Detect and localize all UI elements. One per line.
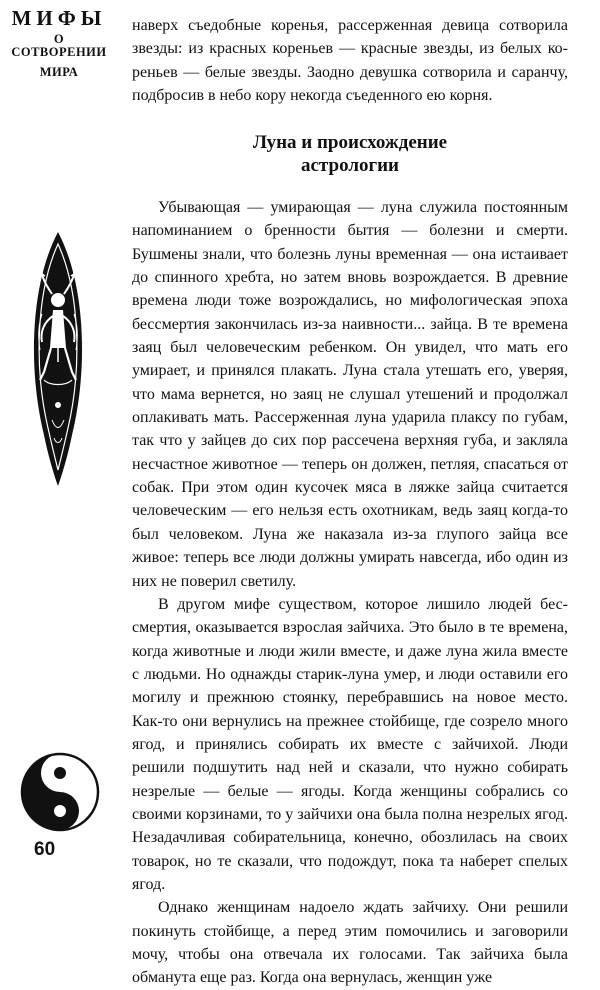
heading-line-2: астрологии [301,155,399,176]
section-title-line-2: О СОТВОРЕНИИ [11,32,107,59]
section-title-line-1: МИФЫ [11,6,107,30]
main-text-block [132,196,568,990]
heading-line-1: Луна и происхождение [252,132,448,153]
body-paragraph: В другом мифе существом, которое лишило людей бессмертия, оказывается взрослая зайчиха. Это было в те времена, когда животные и люди жили вместе, и даже луна жила вместе с людьми. Но однажды старик-луна умер, и люди оставили его могилу и прежнюю стоянку, перебравшись на новое место. Как-то они вернулись на прежнее стойбище, где созрело много ягод, и принялись собирать их вместе с зайчихой. Люди решили подшутить над ней и сказали, что нужно собирать незрелые — белые — ягоды. Когда женщины собрались со своими корзинами, то у зайчихи она была полна незрелых ягод. Незадачливая собирательница, конечно, обозлилась на своих товарок, но те сказали, что подождут, пока та наберет спелых ягод. [132,595,568,893]
chapter-heading [132,131,568,177]
body-paragraph: Однако женщинам надоело ждать зайчиху. Они решили покинуть стойбище, а перед этим помочились и заговорили мочу, чтобы она отвечала их голосами. Так зайчиха была обманута еще раз. Когда она вернулась, женщин уже [132,899,568,987]
running-section-title [6,8,112,79]
page-number: 60 [34,839,56,860]
yin-yang-icon [20,752,100,832]
intro-paragraph: наверх съедобные коренья, рассерженная девица сотворила звезды: из красных кореньев — красные звезды, из белых кореньев — белые звезды. Заодно девушка сотворила и саранчу, подбросив в небо кору некогда съеденного ею корня. [132,17,568,105]
antelope-spirit-ornament-icon [28,230,88,488]
body-paragraph: Убывающая — умирающая — луна служила постоянным напоминанием о бренности бытия — болезни и смерти. Бушмены знали, что болезнь луны временная — она истаивает до спинного хребта, но затем вновь возрождается. В древние времена люди тоже возрождались, но мифологическая эпоха бессмертия закончилась из-за наивности... зайца. В те времена заяц был человеческим ребенком. Он увидел, что мать его умирает, и принялся плакать. Луна стала утешать его, уверяя, что мама вернется, но заяц не слушал утешений и продолжал оплакивать мать. Рассерженная луна ударила плаксу по губам, так что у зайцев до сих пор рассечена верхняя губа, и закляла несчастное животное — теперь он должен, петляя, спасаться от собак. При этом один кусочек мяса в ляжке зайца считается человеческим — его нельзя есть охотникам, ведь заяц когда-то был человеком. Луна же наказала из-за глупого зайца все живое: теперь все люди должны умирать навсегда, ибо один из них не поверил светилу. [132,199,568,590]
intro-text-block [132,14,568,107]
section-title-line-3: МИРА [39,65,79,79]
left-margin-sidebar [0,0,118,872]
